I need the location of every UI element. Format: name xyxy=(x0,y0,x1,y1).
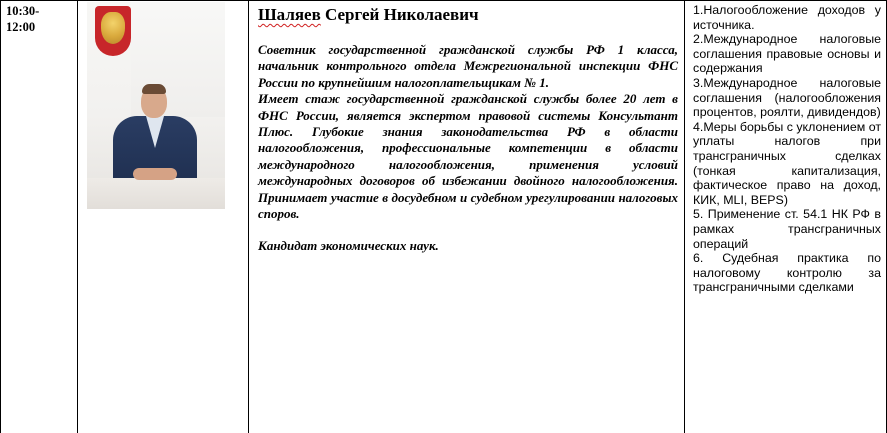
speaker-name xyxy=(258,5,479,25)
speaker-surname: Шаляев xyxy=(258,5,321,24)
topic-item: 4.Меры борьбы с уклонением от уплаты налогов при трансграничных сделках (тонкая капитализация, фактическое право на доход, КИК, MLI, BEPS) xyxy=(693,119,882,207)
topic-item: 2.Международное налоговые соглашения правовые основы и содержания xyxy=(693,32,881,76)
speaker-degree: Кандидат экономических наук. xyxy=(258,238,439,254)
speaker-position: Советник государственной гражданской службы РФ 1 класса, начальник контрольного отдела Межрегиональной инспекции ФНС России по крупнейшим налогоплательщикам № 1. xyxy=(258,42,678,90)
speaker-given-names: Сергей Николаевич xyxy=(320,5,479,24)
topics-cell xyxy=(690,0,886,433)
topic-item: 3.Международное налоговые соглашения (налогообложения процентов, роялти, дивидендов) xyxy=(693,75,881,120)
speaker-bio xyxy=(258,42,678,255)
eagle-icon xyxy=(101,12,125,44)
photo-cell xyxy=(78,0,248,433)
column-divider xyxy=(684,0,685,433)
topics-list xyxy=(693,3,881,295)
speaker-experience: Имеет стаж государственной гражданской службы более 20 лет в ФНС России, является экспертом правовой системы Консультант Плюс. Глубокие знания законодательства РФ в области налогообложения, профессиональные компетенции в области международного налогообложения, применения условий международных договоров об избежании двойного налогообложения. Принимает участие в досудебном и судебном урегулировании налоговых споров. xyxy=(258,91,678,222)
column-divider xyxy=(0,0,1,433)
topic-item: 5. Применение ст. 54.1 НК РФ в рамках трансграничных операций xyxy=(693,207,881,251)
time-slot: 10:30- 12:00 xyxy=(6,4,40,34)
topic-item: 1.Налогообложение доходов у источника. xyxy=(693,3,881,32)
speaker-bio-cell xyxy=(249,0,683,433)
speaker-photo xyxy=(87,2,225,209)
topic-item: 6. Судебная практика по налоговому контролю за трансграничными сделками xyxy=(693,251,881,295)
